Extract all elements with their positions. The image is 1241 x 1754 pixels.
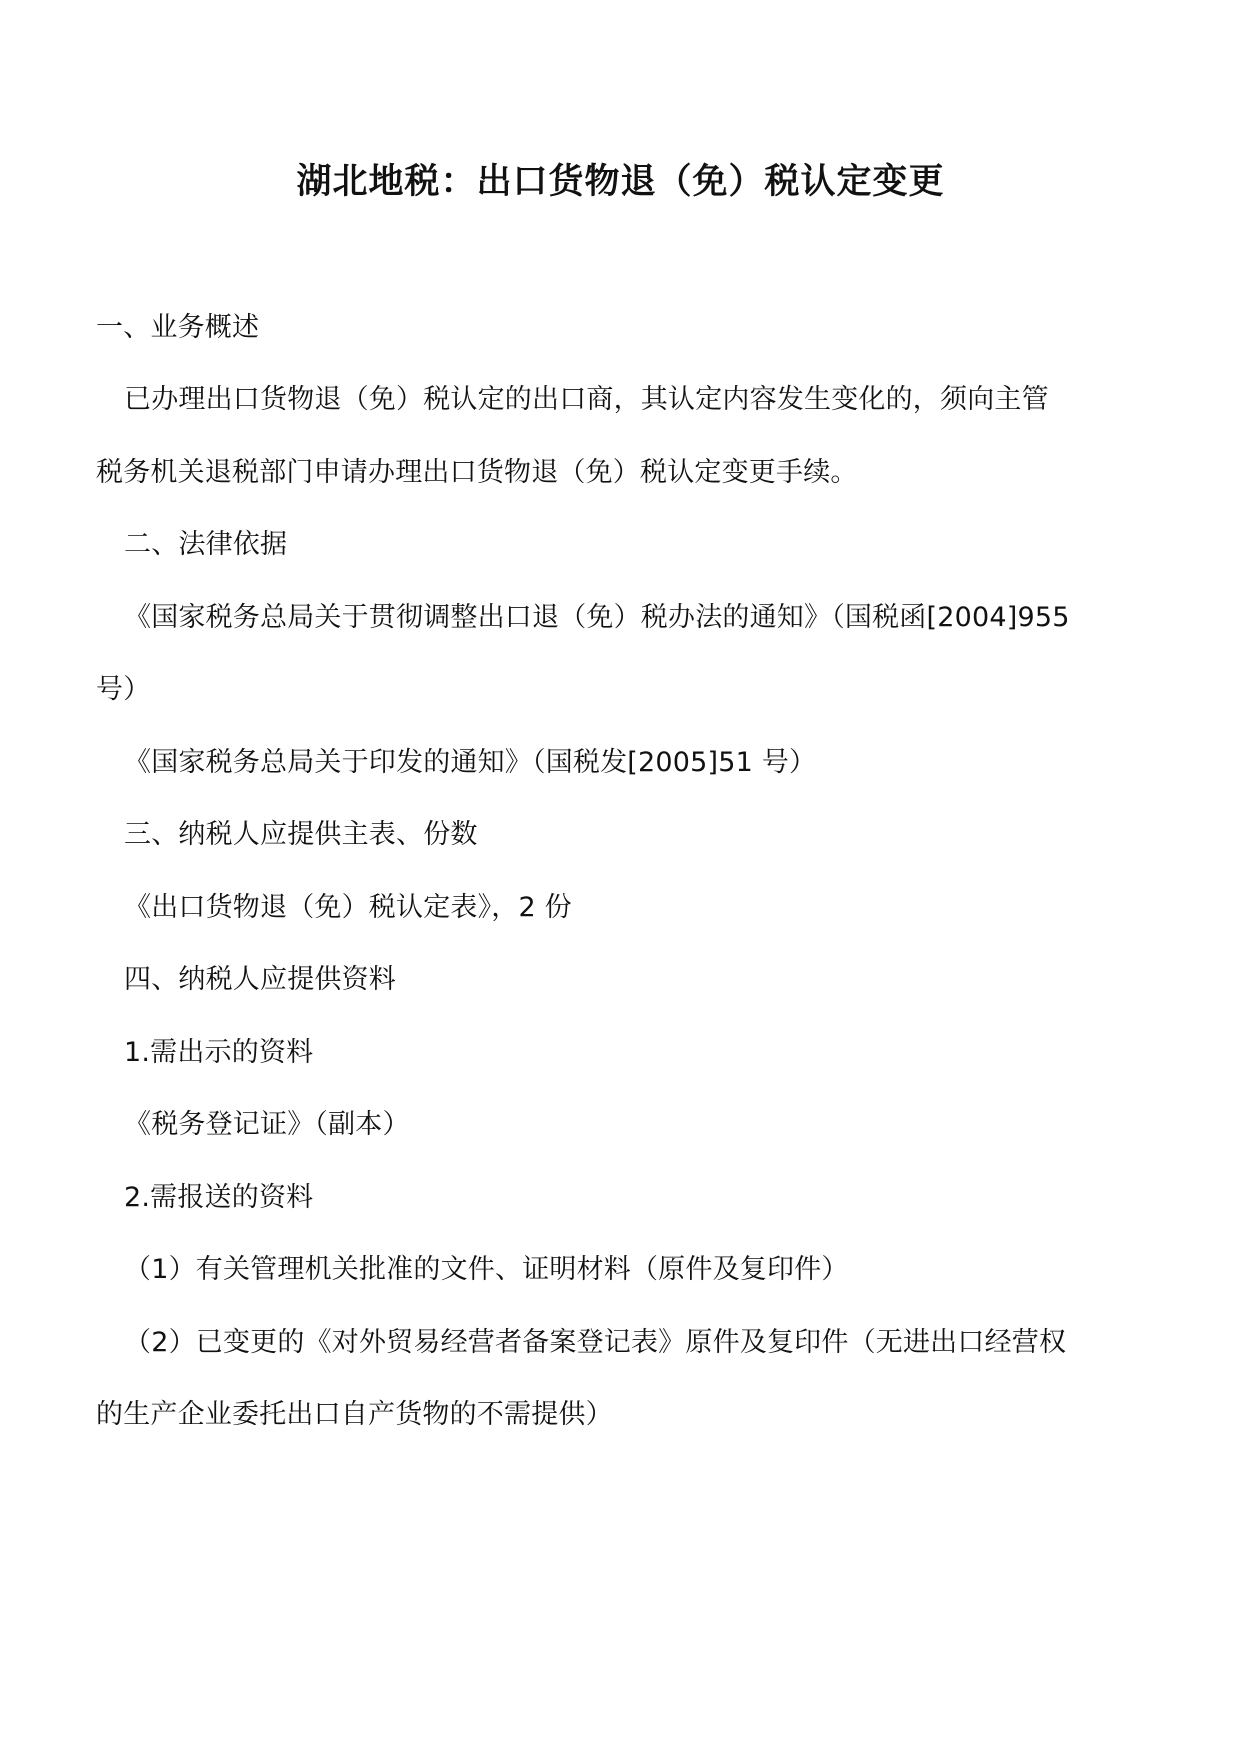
paragraph-line: 的生产企业委托出口自产货物的不需提供）: [96, 1399, 613, 1430]
document-title: 湖北地税：出口货物退（免）税认定变更: [296, 161, 945, 202]
section-heading-overview: 一、业务概述: [96, 312, 260, 343]
subsection-heading: 1.需出示的资料: [124, 1037, 314, 1068]
section-heading-forms: 三、纳税人应提供主表、份数: [124, 819, 478, 850]
subsection-heading: 2.需报送的资料: [124, 1182, 314, 1213]
list-item: （1）有关管理机关批准的文件、证明材料（原件及复印件）: [124, 1254, 849, 1285]
paragraph-line: 《国家税务总局关于贯彻调整出口退（免）税办法的通知》（国税函[2004]955: [124, 602, 1070, 633]
paragraph-line: 《出口货物退（免）税认定表》，2 份: [124, 892, 572, 923]
section-heading-legal-basis: 二、法律依据: [124, 529, 288, 560]
paragraph-line: 税务机关退税部门申请办理出口货物退（免）税认定变更手续。: [96, 457, 858, 488]
section-heading-materials: 四、纳税人应提供资料: [124, 964, 396, 995]
list-item: （2）已变更的《对外贸易经营者备案登记表》原件及复印件（无进出口经营权: [124, 1327, 1067, 1358]
paragraph-line: 《国家税务总局关于印发的通知》（国税发[2005]51 号）: [124, 747, 817, 778]
paragraph-line: 《税务登记证》（副本）: [124, 1109, 410, 1140]
paragraph-line: 已办理出口货物退（免）税认定的出口商，其认定内容发生变化的，须向主管: [124, 384, 1049, 415]
paragraph-line: 号）: [96, 674, 151, 705]
